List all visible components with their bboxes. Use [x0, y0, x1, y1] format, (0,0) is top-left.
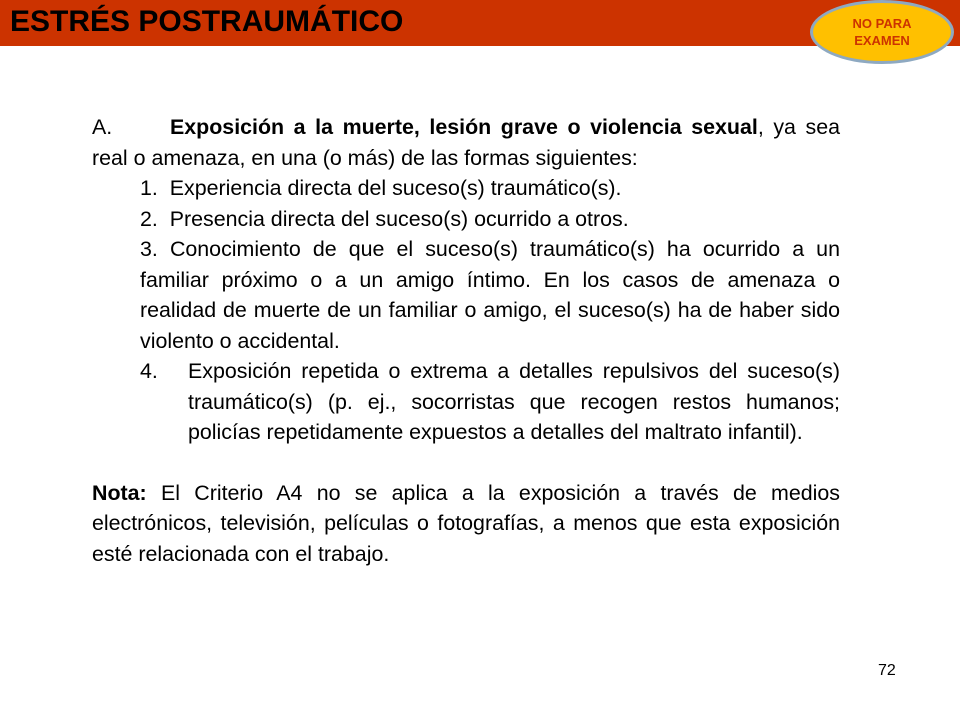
list-item-text: Presencia directa del suceso(s) ocurrido a otros.	[169, 206, 629, 231]
note-text: El Criterio A4 no se aplica a la exposición a través de medios electrónicos, televisión, películas o fotografías, a menos que esta exposición esté relacionada con el trabajo.	[92, 480, 840, 566]
criterion-bold-text: Exposición a la muerte, lesión grave o violencia sexual	[170, 115, 758, 139]
criterion-label: A.	[92, 115, 113, 139]
list-item-number: 3.	[140, 237, 158, 261]
list-item-text: Exposición repetida o extrema a detalles repulsivos del suceso(s) traumático(s) (p. ej., socorristas que recogen restos humanos; policías repetidamente expuestos a detalles del maltrato infantil).	[188, 359, 840, 444]
list-item-2	[92, 204, 840, 235]
page-number: 72	[878, 662, 896, 679]
list-item-1	[92, 173, 840, 204]
not-for-exam-badge	[810, 0, 954, 64]
content-body	[92, 112, 840, 569]
criterion-list	[92, 173, 840, 448]
spacer	[92, 448, 840, 478]
badge-line-1: NO PARA	[852, 16, 912, 31]
list-item-4	[92, 356, 840, 448]
list-item-number: 1.	[140, 176, 158, 200]
list-item-text: Experiencia directa del suceso(s) traumático(s).	[169, 176, 622, 200]
note-label: Nota:	[92, 480, 147, 505]
note-paragraph	[92, 478, 840, 570]
list-item-text: Conocimiento de que el suceso(s) traumático(s) ha ocurrido a un familiar próximo o a un amigo íntimo. En los casos de amenaza o realidad de muerte de un familiar o amigo, el suceso(s) ha de haber sido violento o accidental.	[140, 237, 840, 353]
criterion-rest-text: , ya sea real o amenaza, en una (o más) de las formas siguientes:	[92, 115, 840, 170]
list-item-number: 2.	[140, 206, 158, 231]
criterion-a	[92, 112, 840, 173]
page-title: ESTRÉS POSTRAUMÁTICO	[10, 5, 404, 38]
list-item-3	[92, 234, 840, 356]
list-item-number: 4.	[140, 359, 158, 383]
badge-line-2: EXAMEN	[854, 33, 910, 48]
